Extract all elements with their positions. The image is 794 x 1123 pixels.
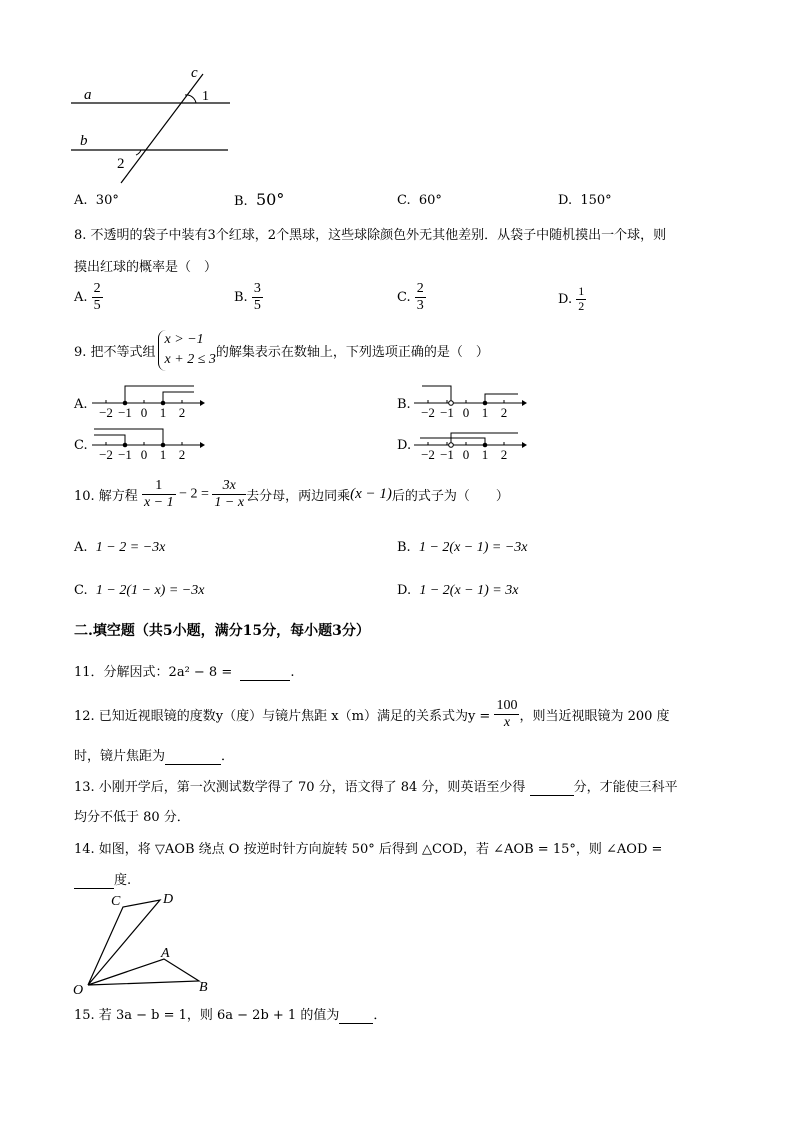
svg-text:−2: −2 bbox=[99, 405, 113, 420]
svg-text:1: 1 bbox=[159, 405, 167, 420]
label-a: a bbox=[84, 87, 92, 103]
inequality-system: x > −1 x + 2 ≤ 3 bbox=[158, 330, 216, 371]
angle-2-arc bbox=[136, 150, 141, 155]
label-2: 2 bbox=[117, 156, 125, 172]
svg-text:−2: −2 bbox=[421, 447, 435, 462]
q8-option-a[interactable]: A. $\frac{2}{5}$ bbox=[74, 281, 101, 314]
q8-text-line2: 摸出红球的概率是（ ） bbox=[74, 260, 218, 275]
svg-text:0: 0 bbox=[462, 447, 470, 462]
svg-text:−2: −2 bbox=[421, 405, 435, 420]
answer-blank[interactable] bbox=[74, 873, 114, 889]
svg-text:−1: −1 bbox=[440, 405, 454, 420]
svg-text:1: 1 bbox=[481, 447, 489, 462]
q9-number-line-b[interactable] bbox=[410, 385, 528, 425]
label-a: A bbox=[161, 946, 170, 961]
q14-text-line2: 度. bbox=[74, 869, 131, 889]
q14-text-line1: 14. 如图，将 ▽AOB 绕点 O 按逆时针方向旋转 50° 后得到 △COD，若 ∠AOB = 15°，则 ∠AOD = bbox=[74, 842, 663, 857]
q12-text-line1: 12. 已知近视眼镜的度数y（度）与镜片焦距 x（m）满足的关系式为y = $\frac{100}{x}$ ，则当近视眼镜为 200 度 bbox=[74, 698, 670, 731]
svg-text:2: 2 bbox=[500, 405, 508, 420]
q9-letter-d[interactable]: D. bbox=[397, 438, 412, 453]
svg-text:0: 0 bbox=[462, 405, 470, 420]
q12-text-line2: 时，镜片焦距为 ． bbox=[74, 749, 235, 764]
q9-letter-a[interactable]: A. bbox=[74, 397, 88, 412]
label-1: 1 bbox=[202, 89, 209, 104]
svg-text:2: 2 bbox=[500, 447, 508, 462]
svg-text:2: 2 bbox=[178, 447, 186, 462]
svg-text:0: 0 bbox=[140, 447, 148, 462]
svg-text:0: 0 bbox=[140, 405, 148, 420]
q9-letter-c[interactable]: C. bbox=[74, 438, 88, 453]
svg-text:−2: −2 bbox=[99, 447, 113, 462]
q13-text-line1: 13. 小刚开学后，第一次测试数学得了 70 分，语文得了 84 分，则英语至少得 分，才能使三科平 bbox=[74, 780, 678, 795]
q7-option-c[interactable]: C. 60° bbox=[397, 193, 442, 208]
line-c bbox=[121, 74, 203, 183]
q10-option-b[interactable]: B. 1 − 2(x − 1) = −3x bbox=[397, 540, 528, 555]
q10-text: 10. 解方程 $\frac{1}{x - 1}$ − 2 = $\frac{3x}{1 - x}$ 去分母，两边同乘(x − 1)后的式子为（ ） bbox=[74, 478, 509, 511]
label-c: C bbox=[111, 894, 121, 909]
svg-text:2: 2 bbox=[178, 405, 186, 420]
svg-text:−1: −1 bbox=[440, 447, 454, 462]
label-b: b bbox=[80, 133, 88, 149]
q10-option-a[interactable]: A. 1 − 2 = −3x bbox=[74, 540, 166, 555]
q9-letter-b[interactable]: B. bbox=[397, 397, 411, 412]
answer-blank[interactable] bbox=[165, 749, 221, 765]
fraction: $\frac{100}{x}$ bbox=[496, 698, 518, 731]
answer-blank[interactable] bbox=[530, 780, 574, 796]
q7-option-b[interactable]: B. 50° bbox=[234, 190, 285, 209]
svg-text:−1: −1 bbox=[118, 405, 132, 420]
svg-text:−1: −1 bbox=[118, 447, 132, 462]
q9-number-line-c[interactable] bbox=[88, 427, 206, 467]
fraction: $\frac{1}{x - 1}$ bbox=[143, 478, 174, 511]
fraction: $\frac{3x}{1 - x}$ bbox=[214, 478, 245, 511]
q13-text-line2: 均分不低于 80 分． bbox=[74, 810, 190, 825]
label-b: B bbox=[199, 980, 208, 995]
section-heading: 二.填空题（共5小题，满分15分，每小题3分） bbox=[74, 623, 370, 639]
fraction: $\frac{2}{5}$ bbox=[93, 281, 101, 314]
q8-option-b[interactable]: B. $\frac{3}{5}$ bbox=[234, 281, 261, 314]
q8-text-line1: 8. 不透明的袋子中装有3个红球，2个黑球，这些球除颜色外无其他差别．从袋子中随机摸出一个球，则 bbox=[74, 228, 667, 243]
q15-text: 15. 若 3a − b = 1，则 6a − 2b + 1 的值为 ． bbox=[74, 1008, 387, 1023]
q8-option-c[interactable]: C. $\frac{2}{3}$ bbox=[397, 281, 424, 314]
label-o: O bbox=[73, 983, 84, 998]
svg-text:1: 1 bbox=[159, 447, 167, 462]
q10-option-d[interactable]: D. 1 − 2(x − 1) = 3x bbox=[397, 583, 519, 598]
fraction: $\frac{1}{2}$ bbox=[578, 284, 585, 313]
label-c: c bbox=[191, 65, 198, 81]
q11-text: 11．分解因式：2a² − 8 = . bbox=[74, 665, 295, 680]
q9-text: 9. 把不等式组 x > −1 x + 2 ≤ 3 的解集表示在数轴上，下列选项正确的是（ ） bbox=[74, 330, 489, 371]
q14-figure bbox=[68, 888, 218, 1000]
svg-text:1: 1 bbox=[481, 405, 489, 420]
fraction: $\frac{2}{3}$ bbox=[416, 281, 424, 314]
answer-blank[interactable] bbox=[240, 665, 290, 681]
q8-option-d[interactable]: D. $\frac{1}{2}$ bbox=[558, 284, 585, 313]
q7-option-a[interactable]: A. 30° bbox=[74, 193, 119, 208]
q7-figure bbox=[66, 62, 236, 186]
answer-blank[interactable] bbox=[339, 1008, 373, 1024]
q9-number-line-d[interactable] bbox=[410, 427, 528, 467]
q7-option-d[interactable]: D. 150° bbox=[558, 193, 612, 208]
fraction: $\frac{3}{5}$ bbox=[253, 281, 261, 314]
label-d: D bbox=[163, 892, 174, 907]
q10-option-c[interactable]: C. 1 − 2(1 − x) = −3x bbox=[74, 583, 205, 598]
triangle-aob bbox=[88, 959, 199, 985]
